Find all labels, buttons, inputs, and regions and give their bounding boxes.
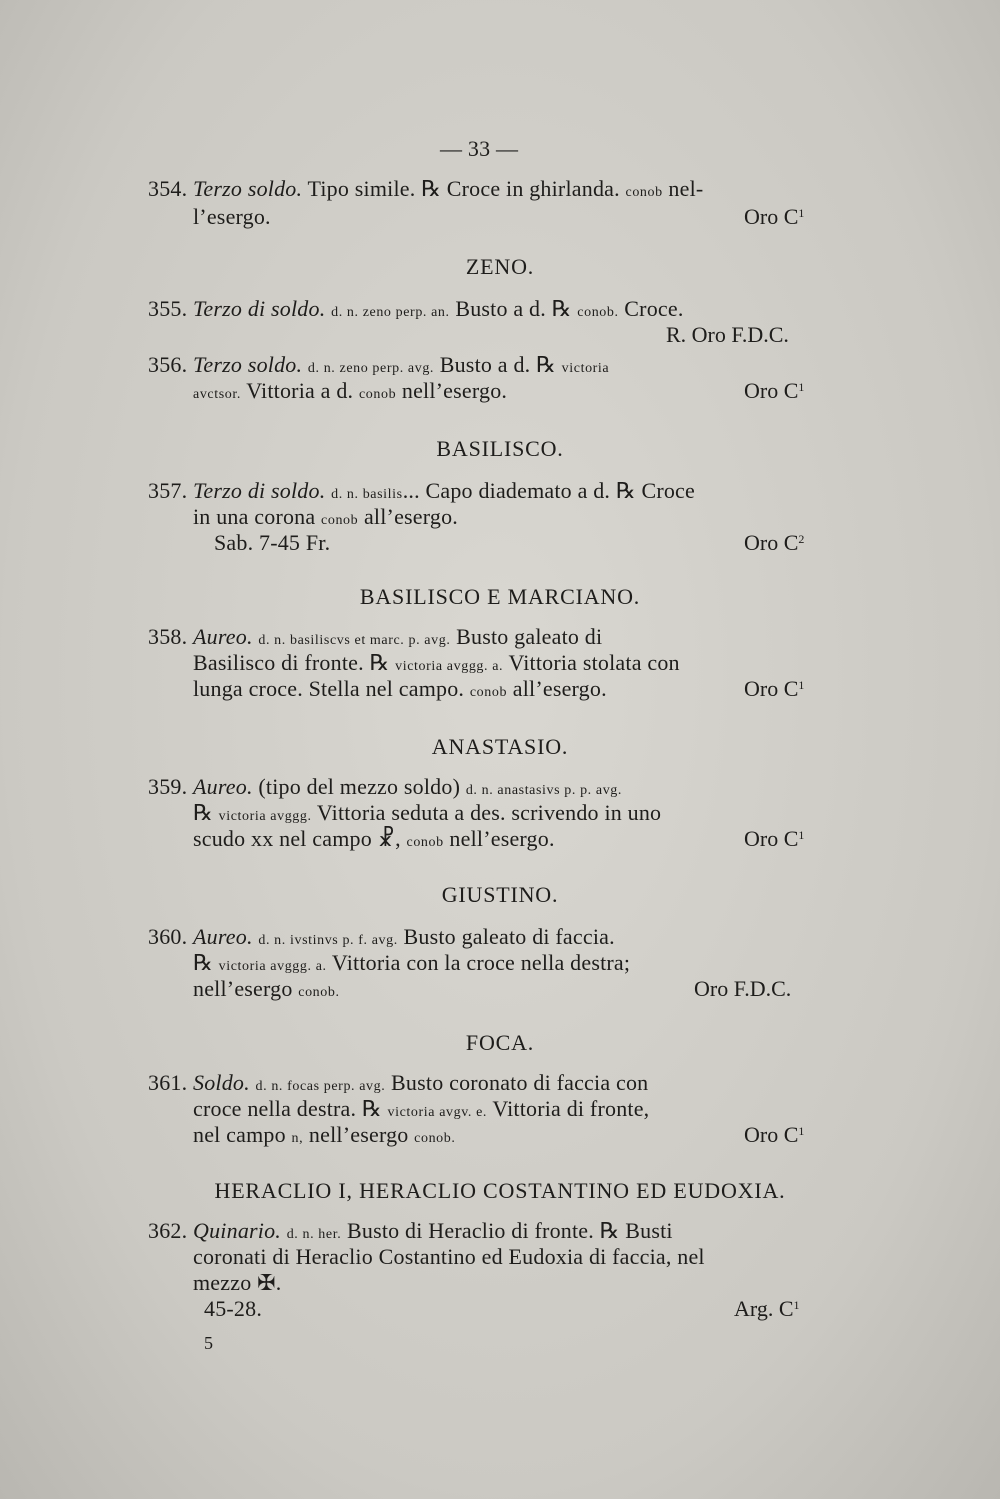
description-text: Busto a d. ℞ [449,296,578,321]
section-heading-anastasio: ANASTASIO. [431,734,569,759]
section-heading-zeno: ZENO. [465,254,535,279]
description-text: scudo xx nel campo ☧, [193,826,407,851]
description-text: Busto galeato di [450,624,603,649]
description-text: all’esergo. [358,504,459,529]
entry-360-line-3 [193,976,340,1006]
description-text: nel- [662,176,704,201]
entry-357-line-3: Sab. 7-45 Fr. [214,530,331,555]
legend-text: d. n. her. [286,1227,342,1242]
section-heading-giustino: GIUSTINO. [441,882,559,907]
entry-355-line-1 [148,296,684,326]
legend-text: conob. [577,305,619,320]
entry-362-grade [734,1296,800,1322]
description-text: Busto galeato di faccia. [397,924,615,949]
description-text: Busto di Heraclio di fronte. ℞ Busti [341,1218,673,1243]
coin-denomination: Aureo. [193,624,253,649]
description-text: nell’esergo [193,976,299,1001]
legend-text: conob [469,685,508,700]
description-text: Basilisco di fronte. ℞ [193,650,396,675]
grade-superscript: 2 [798,532,805,546]
entry-355-grade: R. Oro F.D.C. [666,322,789,347]
grade-text: Arg. C [734,1296,794,1321]
legend-text: d. n. anastasivs p. p. avg. [465,783,622,798]
description-text: ℞ [193,950,219,975]
description-text: lunga croce. Stella nel campo. [193,676,470,701]
legend-text: d. n. focas perp. avg. [255,1079,386,1094]
legend-text: conob [406,835,444,850]
entry-number: 356. [148,352,188,377]
entry-356-line-2 [193,378,507,408]
entry-356-grade [744,378,804,404]
description-text: ℞ [193,800,219,825]
entry-number: 354. [148,176,188,201]
legend-text: conob. [414,1131,456,1146]
description-text: nell’esergo. [396,378,508,403]
legend-text: victoria avgv. e. [387,1105,488,1120]
description-text: croce nella destra. ℞ [193,1096,388,1121]
legend-text: conob [625,185,663,200]
legend-text: d. n. basiliscvs et marc. p. avg. [258,633,451,648]
description-text: Busto a d. ℞ [434,352,562,377]
legend-text: d. n. basilis [331,487,403,502]
entry-359-grade [744,826,804,852]
coin-denomination: Aureo. [193,924,253,949]
description-text: Vittoria con la croce nella destra; [326,950,631,975]
description-text: Croce. [618,296,684,321]
entry-361-grade [744,1122,804,1148]
grade-text: Oro C [744,530,799,555]
entry-number: 355. [148,296,188,321]
entry-number: 359. [148,774,188,799]
section-heading-basilisco-e-marciano: BASILISCO E MARCIANO. [359,584,641,609]
legend-text: n, [291,1131,304,1146]
legend-text: conob [358,387,397,402]
legend-text: d. n. ivstinvs p. f. avg. [258,933,398,948]
entry-354-grade [744,204,804,230]
legend-text: avctsor. [193,387,241,402]
description-text: Vittoria stolata con [503,650,680,675]
legend-text: d. n. zeno perp. an. [331,305,450,320]
legend-text: victoria avggg. [218,809,312,824]
grade-text: Oro C [744,826,799,851]
description-text: in una corona [193,504,322,529]
entry-number: 358. [148,624,188,649]
grade-superscript: 1 [798,206,805,220]
grade-text: Oro C [744,1122,799,1147]
description-text: Vittoria seduta a des. scrivendo in uno [311,800,662,825]
entry-362-line-3: mezzo ✠. [193,1270,282,1295]
entry-354-line-2: l’esergo. [193,204,271,229]
section-heading-foca: FOCA. [465,1030,535,1055]
coin-denomination: Quinario. [193,1218,281,1243]
entry-358-grade [744,676,804,702]
grade-text: Oro C [744,204,799,229]
grade-text: Oro C [744,378,799,403]
coin-denomination: Soldo. [193,1070,250,1095]
entry-number: 360. [148,924,188,949]
entry-number: 361. [148,1070,188,1095]
section-heading-heraclio: HERACLIO I, HERACLIO COSTANTINO ED EUDOXIA. [214,1178,786,1203]
entry-number: 357. [148,478,188,503]
description-text: Busto coronato di faccia con [385,1070,649,1095]
grade-superscript: 1 [798,1124,805,1138]
description-text: Vittoria di fronte, [487,1096,650,1121]
coin-denomination: Terzo di soldo. [193,478,326,503]
legend-text: d. n. zeno perp. avg. [307,361,435,376]
coin-denomination: Terzo soldo. [193,176,303,201]
coin-denomination: Terzo soldo. [193,352,303,377]
signature-mark: 5 [204,1333,214,1353]
grade-superscript: 1 [798,380,805,394]
description-text: Vittoria a d. [240,378,359,403]
entry-362-line-2: coronati di Heraclio Costantino ed Eudoxia di faccia, nel [193,1244,705,1269]
legend-text: victoria [561,361,610,376]
grade-superscript: 1 [793,1298,800,1312]
description-text: (tipo del mezzo soldo) [252,774,466,799]
grade-text: Oro C [744,676,799,701]
entry-361-line-3 [193,1122,456,1152]
entry-357-grade [744,530,804,556]
entry-358-line-3 [193,676,607,706]
section-heading-basilisco: BASILISCO. [436,436,564,461]
page-number: — 33 — [440,136,519,161]
description-text: nel campo [193,1122,292,1147]
legend-text: conob [321,513,359,528]
description-text: ... Capo diademato a d. ℞ Croce [402,478,695,503]
entry-354-line-1 [148,176,703,206]
description-text: nell’esergo. [443,826,555,851]
grade-superscript: 1 [798,828,805,842]
legend-text: victoria avggg. a. [395,659,504,674]
description-text: Tipo simile. ℞ Croce in ghirlanda. [302,176,626,201]
grade-superscript: 1 [798,678,805,692]
description-text: nell’esergo [303,1122,415,1147]
legend-text: conob. [298,985,340,1000]
entry-number: 362. [148,1218,188,1243]
entry-359-line-3 [193,826,555,856]
coin-denomination: Aureo. [193,774,253,799]
legend-text: victoria avggg. a. [218,959,327,974]
entry-362-line-4: 45-28. [204,1296,263,1321]
coin-denomination: Terzo di soldo. [193,296,326,321]
description-text: all’esergo. [507,676,607,701]
entry-360-grade: Oro F.D.C. [694,976,792,1001]
